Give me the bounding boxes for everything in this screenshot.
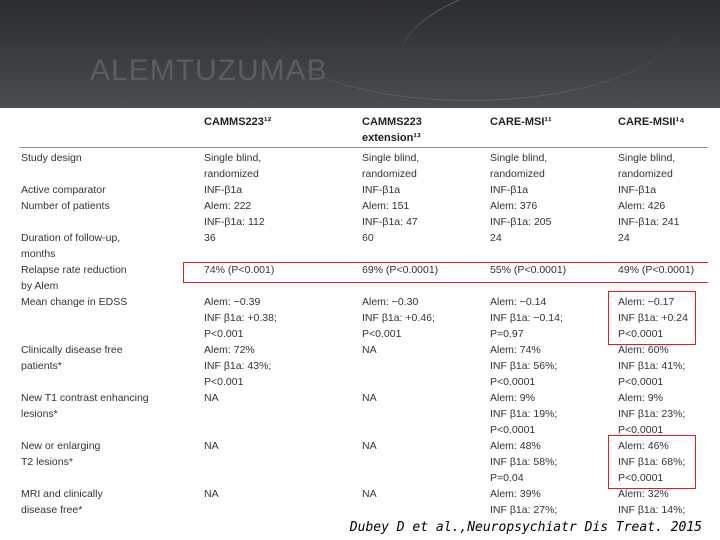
table-cell: NA [362, 488, 377, 500]
table-cell: NA [362, 440, 377, 452]
table-cell: P<0.0001 [618, 424, 664, 436]
row-label: New T1 contrast enhancing [21, 392, 149, 404]
column-header: CAMMS223 [362, 116, 422, 128]
table-cell: INF-β1a: 205 [490, 216, 552, 228]
column-header: CAMMS223¹² [204, 116, 272, 128]
table-cell: P<0.0001 [490, 376, 536, 388]
table-cell: 69% (P<0.0001) [362, 264, 439, 276]
table-cell: INF-β1a [618, 184, 657, 196]
table-cell: INF-β1a [490, 184, 529, 196]
row-label: lesions* [21, 408, 58, 420]
table-cell: INF β1a: +0.46; [362, 312, 435, 324]
table-cell: 24 [490, 232, 502, 244]
table-cell: randomized [204, 168, 259, 180]
relapse-rate-highlight-box [183, 262, 708, 283]
table-cell: NA [362, 344, 377, 356]
table-cell: INF β1a: 23%; [618, 408, 686, 420]
table-cell: Alem: −0.17 [618, 296, 675, 308]
table-cell: 74% (P<0.001) [204, 264, 275, 276]
table-cell: INF-β1a: 112 [204, 216, 265, 228]
table-cell: randomized [362, 168, 417, 180]
table-cell: P<0.001 [362, 328, 402, 340]
table-cell: Single blind, [618, 152, 676, 164]
table-cell: Single blind, [204, 152, 262, 164]
table-cell: INF β1a: 14%; [618, 504, 686, 516]
table-cell: INF-β1a: 47 [362, 216, 418, 228]
table-cell: randomized [618, 168, 673, 180]
table-cell: randomized [490, 168, 545, 180]
table-cell: 24 [618, 232, 630, 244]
column-header: CARE-MSII¹⁴ [618, 116, 685, 128]
table-cell: INF β1a: 56%; [490, 360, 558, 372]
table-cell: Alem: 46% [618, 440, 669, 452]
t2-lesions-highlight-box [608, 435, 696, 489]
table-cell: Alem: 426 [618, 200, 666, 212]
table-cell: Alem: −0.14 [490, 296, 547, 308]
comparison-table [19, 110, 708, 518]
slide-title: ALEMTUZUMAB [90, 54, 328, 87]
column-header: CARE-MSI¹¹ [490, 116, 552, 128]
table-cell: Alem: 60% [618, 344, 669, 356]
row-label: months [21, 248, 56, 260]
table-cell: Alem: 72% [204, 344, 255, 356]
table-cell: P<0.0001 [618, 376, 664, 388]
edss-highlight-box [608, 291, 696, 345]
table-cell: Alem: 9% [618, 392, 663, 404]
table-cell: INF β1a: 27%; [490, 504, 558, 516]
row-label: by Alem [21, 280, 59, 292]
table-cell: INF-β1a [362, 184, 401, 196]
table-cell: P=0.04 [490, 472, 524, 484]
table-cell: INF β1a: 68%; [618, 456, 686, 468]
table-cell: P<0.0001 [490, 424, 536, 436]
table-cell: INF β1a: 43%; [204, 360, 272, 372]
table-cell: Alem: 74% [490, 344, 541, 356]
row-label: Duration of follow-up, [21, 232, 121, 244]
table-cell: NA [204, 392, 219, 404]
table-cell: INF β1a: +0.38; [204, 312, 277, 324]
table-cell: NA [362, 392, 377, 404]
table-cell: NA [204, 440, 219, 452]
row-label: disease free* [21, 504, 83, 516]
table-cell: INF β1a: 58%; [490, 456, 558, 468]
table-cell: Alem: 376 [490, 200, 538, 212]
row-label: Relapse rate reduction [21, 264, 127, 276]
table-cell: Alem: −0.39 [204, 296, 261, 308]
table-cell: P<0.0001 [618, 472, 664, 484]
table-cell: Single blind, [362, 152, 420, 164]
table-cell: Alem: 222 [204, 200, 252, 212]
row-label: Mean change in EDSS [21, 296, 128, 308]
table-cell: 60 [362, 232, 374, 244]
header-divider [19, 147, 708, 148]
table-cell: Alem: 32% [618, 488, 669, 500]
table-cell: INF β1a: 19%; [490, 408, 558, 420]
table-cell: INF-β1a [204, 184, 243, 196]
row-label: Number of patients [21, 200, 110, 212]
table-cell: P<0.001 [204, 376, 244, 388]
row-label: T2 lesions* [21, 456, 73, 468]
table-cell: INF β1a: 41%; [618, 360, 686, 372]
table-cell: P<0.001 [204, 328, 244, 340]
table-cell: Alem: 9% [490, 392, 535, 404]
table-cell: Alem: −0.30 [362, 296, 419, 308]
table-cell: Alem: 48% [490, 440, 541, 452]
row-label: Clinically disease free [21, 344, 123, 356]
column-header: extension¹³ [362, 132, 421, 144]
table-cell: 36 [204, 232, 216, 244]
table-cell: NA [204, 488, 219, 500]
row-label: New or enlarging [21, 440, 101, 452]
table-cell: INF β1a: −0.14; [490, 312, 563, 324]
citation: Dubey D et al.,Neuropsychiatr Dis Treat. 2015 [349, 520, 702, 535]
table-cell: 55% (P<0.0001) [490, 264, 567, 276]
table-cell: Single blind, [490, 152, 548, 164]
table-cell: INF-β1a: 241 [618, 216, 680, 228]
table-cell: INF β1a: +0.24 [618, 312, 688, 324]
table-cell: P=0.97 [490, 328, 524, 340]
table-cell: 49% (P<0.0001) [618, 264, 695, 276]
row-label: patients* [21, 360, 62, 372]
table-cell: Alem: 39% [490, 488, 541, 500]
table-cell: Alem: 151 [362, 200, 410, 212]
row-label: Study design [21, 152, 82, 164]
row-label: MRI and clinically [21, 488, 103, 500]
row-label: Active comparator [21, 184, 106, 196]
table-cell: P<0.0001 [618, 328, 664, 340]
